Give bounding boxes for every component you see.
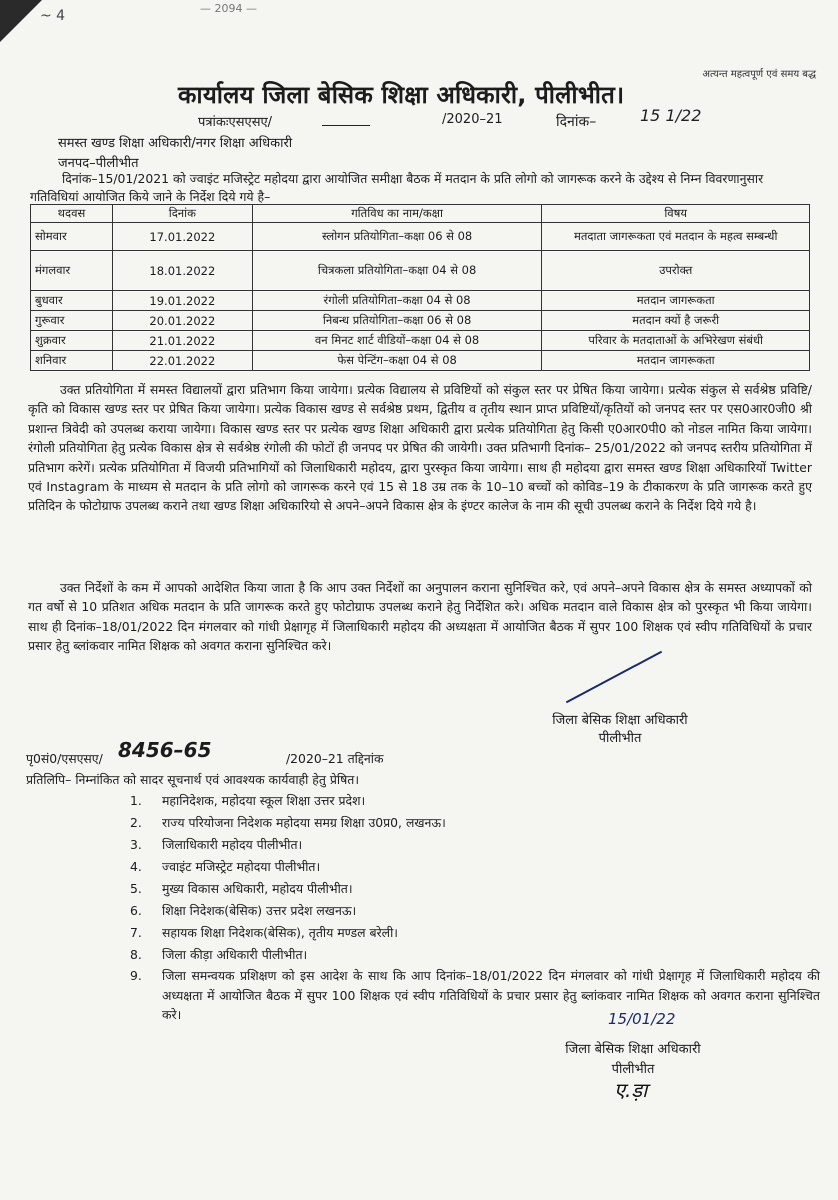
signature-title: जिला बेसिक शिक्षा अधिकारी xyxy=(552,713,688,728)
list-text: ज्वाइंट मजिस्ट्रेट महोदया पीलीभीत। xyxy=(162,859,321,874)
cell-activity: निबन्ध प्रतियोगिता–कक्षा 06 से 08 xyxy=(252,311,542,331)
reference-blank-line xyxy=(322,125,370,126)
list-text: जिलाधिकारी महोदय पीलीभीत। xyxy=(162,837,303,852)
addressee: समस्त खण्ड शिक्षा अधिकारी/नगर शिक्षा अधिकारी xyxy=(58,136,293,151)
cell-date: 20.01.2022 xyxy=(112,311,252,331)
list-number: 2. xyxy=(130,815,142,830)
col-activity: गतिविध का नाम/कक्षा xyxy=(252,205,542,223)
list-text: राज्य परियोजना निदेशक महोदया समग्र शिक्षा उ0प्र0, लखनऊ। xyxy=(162,815,446,830)
cell-subject: मतदान जागरूकता xyxy=(542,291,810,311)
list-item xyxy=(0,966,820,1025)
signature-place: पीलीभीत xyxy=(598,731,642,746)
copy-recipient-list xyxy=(130,790,820,1025)
handwritten-date: 15 1/22 xyxy=(640,106,702,125)
cell-activity: स्लोगन प्रतियोगिता–कक्षा 06 से 08 xyxy=(252,223,542,251)
cell-day: गुरूवार xyxy=(31,311,113,331)
final-signature-block xyxy=(528,1040,738,1080)
col-subject: विषय xyxy=(542,205,810,223)
body-paragraph-2: उक्त निर्देशों के कम में आपको आदेशित किया जाता है कि आप उक्त निर्देशों का अनुपालन कराना सुनिश्चित करे, एवं अपने–अपने विकास क्षेत्र के समस्त अध्यापकों को गत वर्षो से 10 प्रतिशत अधिक मतदान के प्रति जागरूक करते हुए फोटोग्राफ उपलब्ध कराने हेतु निर्देशित करे। अधिक मतदान वाले विकास क्षेत्र को पुरस्कृत भी किया जायेगा। साथ ही दिनांक–18/01/2022 दिन मंगलवार को गांधी प्रेक्षागृह में जिलाधिकारी महोदय की अध्यक्षता में आयोजित बैठक में सुपर 100 शिक्षक एवं स्वीप गतिविधियों के प्रचार प्रसार हेतु ब्लांकवार नामित शिक्षक को अवगत कराना सुनिश्चित करे। xyxy=(28,580,812,654)
list-text: जिला कीड़ा अधिकारी पीलीभीत। xyxy=(162,947,308,962)
cell-date: 18.01.2022 xyxy=(112,251,252,291)
list-number: 3. xyxy=(130,837,142,852)
final-signature-title: जिला बेसिक शिक्षा अधिकारी xyxy=(565,1042,701,1057)
cell-subject: मतदान जागरूकता xyxy=(542,351,810,371)
cell-day: शुक्रवार xyxy=(31,331,113,351)
cell-activity: फेस पेन्टिंग–कक्षा 04 से 08 xyxy=(252,351,542,371)
list-item xyxy=(130,944,820,966)
list-number: 7. xyxy=(130,925,142,940)
copy-reference-label: पृ0सं0/एसएसए/ xyxy=(26,751,103,766)
table-header-row xyxy=(31,205,810,223)
cell-subject: उपरोक्त xyxy=(542,251,810,291)
cell-activity: रंगोली प्रतियोगिता–कक्षा 04 से 08 xyxy=(252,291,542,311)
handwritten-initials: ए.ड़ा xyxy=(614,1078,648,1102)
cell-subject: मतदान क्यों है जरूरी xyxy=(542,311,810,331)
cell-day: मंगलवार xyxy=(31,251,113,291)
cell-date: 17.01.2022 xyxy=(112,223,252,251)
table-row xyxy=(31,291,810,311)
table-row xyxy=(31,351,810,371)
activity-schedule-table xyxy=(30,204,810,371)
list-item xyxy=(130,812,820,834)
list-number: 8. xyxy=(130,947,142,962)
col-day: थदवस xyxy=(31,205,113,223)
intro-paragraph: दिनांक–15/01/2021 को ज्वाइंट मजिस्ट्रेट महोदया द्वारा आयोजित समीक्षा बैठक में मतदान के प्रति लोगो को जागरूक करने के उद्देश्य से निम्न विवरणानुसार गतिविधियां आयोजित किये जाने के निर्देश दिये गये है– xyxy=(30,171,764,204)
top-handwritten-mark: ~ 4 xyxy=(40,8,66,24)
page-corner-fold xyxy=(0,0,42,42)
handwritten-signature-date: 15/01/22 xyxy=(608,1010,676,1028)
date-label: दिनांक– xyxy=(556,114,597,130)
cell-subject: परिवार के मतदाताओं के अभिरेखण संबंधी xyxy=(542,331,810,351)
reference-number xyxy=(198,112,378,130)
list-item xyxy=(130,834,820,856)
office-title: कार्यालय जिला बेसिक शिक्षा अधिकारी, पीलीभीत। xyxy=(178,81,625,109)
list-number: 9. xyxy=(130,968,142,983)
list-item xyxy=(130,878,820,900)
list-item xyxy=(130,856,820,878)
table-row xyxy=(31,251,810,291)
list-text: मुख्य विकास अधिकारी, महोदय पीलीभीत। xyxy=(162,881,353,896)
cell-activity: चित्रकला प्रतियोगिता–कक्षा 04 से 08 xyxy=(252,251,542,291)
cell-date: 21.01.2022 xyxy=(112,331,252,351)
cell-day: बुधवार xyxy=(31,291,113,311)
cell-date: 22.01.2022 xyxy=(112,351,252,371)
body-paragraph-1: उक्त प्रतियोगिता में समस्त विद्यालयों द्वारा प्रतिभाग किया जायेगा। प्रत्येक विद्यालय से प्रविष्टियों को संकुल स्तर पर प्रेषित किया जायेगा। प्रत्येक संकुल से सर्वश्रेष्ठ प्रविष्टि/कृति को विकास खण्ड स्तर पर प्रेषित किया जायेगा। प्रत्येक विकास खण्ड से सर्वश्रेष्ठ प्रथम, द्वितीय व तृतीय स्थान प्राप्त प्रविष्टियों/कृतियों को जनपद स्तर पर एस0आर0जी0 श्री प्रशान्त त्रिवेदी को उपलब्ध कराया जायेगा। विकास खण्ड स्तर पर प्रत्येक खण्ड शिक्षा अधिकारी द्वारा प्रत्येक प्रतियोगिता हेतु किसी ए0आर0पी0 को नोडल नामित किया जायेगा। रंगोली प्रतियोगिता हेतु प्रत्येक विकास क्षेत्र से सर्वश्रेष्ठ रंगोली की फोटों ही जनपद पर प्रेषित की जायेगी। उक्त प्रतिभागी दिनांक– 25/01/2022 को जनपद स्तरीय प्रतियोगिता में प्रतिभाग करेगें। प्रत्येक प्रतियोगिता में विजयी प्रतिभागियों को जिलाधिकारी महोदय, द्वारा पुरस्कृत किया जायेगा। साथ ही महोदया द्वारा समस्त खण्ड शिक्षा अधिकारियों Twitter एवं Instagram के माध्यम से मतदान के प्रति लोगो को जागरूक करने एवं 15 से 18 उम्र तक के 10–10 बच्चों को कोविड–19 के टीकाकरण के प्रति जागरूक करते हुए प्रतिदिन के फोटोग्राफ उपलब्ध कराने तथा खण्ड शिक्षा अधिकारियो से अपने–अपने विकास क्षेत्र के इंण्टर कालेज के नाम की सूची उपलब्ध कराने के निर्देश दिये गये है। xyxy=(28,382,812,514)
officer-signature-block xyxy=(520,712,720,748)
list-text: सहायक शिक्षा निदेशक(बेसिक), तृतीय मण्डल बरेली। xyxy=(162,925,398,940)
table-row xyxy=(31,223,810,251)
copy-reference-suffix: /2020–21 तद्दिनांक xyxy=(286,751,384,766)
cell-activity: वन मिनट शार्ट वीडियों–कक्षा 04 से 08 xyxy=(252,331,542,351)
copy-forward-line: प्रतिलिपि– निम्नांकित को सादर सूचनार्थ एवं आवश्यक कार्यवाही हेतु प्रेषित। xyxy=(26,772,360,787)
list-text: महानिदेशक, महोदया स्कूल शिक्षा उत्तर प्रदेश। xyxy=(162,793,366,808)
list-text: जिला समन्वयक प्रशिक्षण को इस आदेश के साथ कि आप दिनांक–18/01/2022 दिन मंगलवार को गांधी प्रेक्षागृह में जिलाधिकारी महोदय की अध्यक्षता में आयोजित बैठक में सुपर 100 शिक्षक एवं स्वीप गतिविधियों के प्रचार प्रसार हेतु ब्लांकवार नामित शिक्षक को अवगत कराना सुनिश्चित करे। xyxy=(162,968,820,1023)
col-date: दिनांक xyxy=(112,205,252,223)
final-signature-place: पीलीभीत xyxy=(611,1062,655,1077)
district: जनपद–पीलीभीत xyxy=(58,156,139,171)
list-number: 5. xyxy=(130,881,142,896)
signature-scribble xyxy=(566,651,662,703)
reference-label: पत्रांकःएसएसए/ xyxy=(198,115,273,130)
list-item xyxy=(130,900,820,922)
top-faint-number: — 2094 — xyxy=(200,2,257,15)
table-row xyxy=(31,311,810,331)
cell-day: शनिवार xyxy=(31,351,113,371)
list-text: शिक्षा निदेशक(बेसिक) उत्तर प्रदेश लखनऊ। xyxy=(162,903,357,918)
table-row xyxy=(31,331,810,351)
list-item xyxy=(130,790,820,812)
cell-date: 19.01.2022 xyxy=(112,291,252,311)
list-item xyxy=(130,922,820,944)
copy-reference-handwritten: 8456–65 xyxy=(118,738,212,762)
priority-tagline: अत्यन्त महत्वपूर्ण एवं समय बद्ध xyxy=(702,69,816,80)
reference-year: /2020–21 xyxy=(442,112,503,127)
cell-subject: मतदाता जागरूकता एवं मतदान के महत्व सम्बन्धी xyxy=(542,223,810,251)
list-number: 4. xyxy=(130,859,142,874)
list-number: 6. xyxy=(130,903,142,918)
list-number: 1. xyxy=(130,793,142,808)
cell-day: सोमवार xyxy=(31,223,113,251)
